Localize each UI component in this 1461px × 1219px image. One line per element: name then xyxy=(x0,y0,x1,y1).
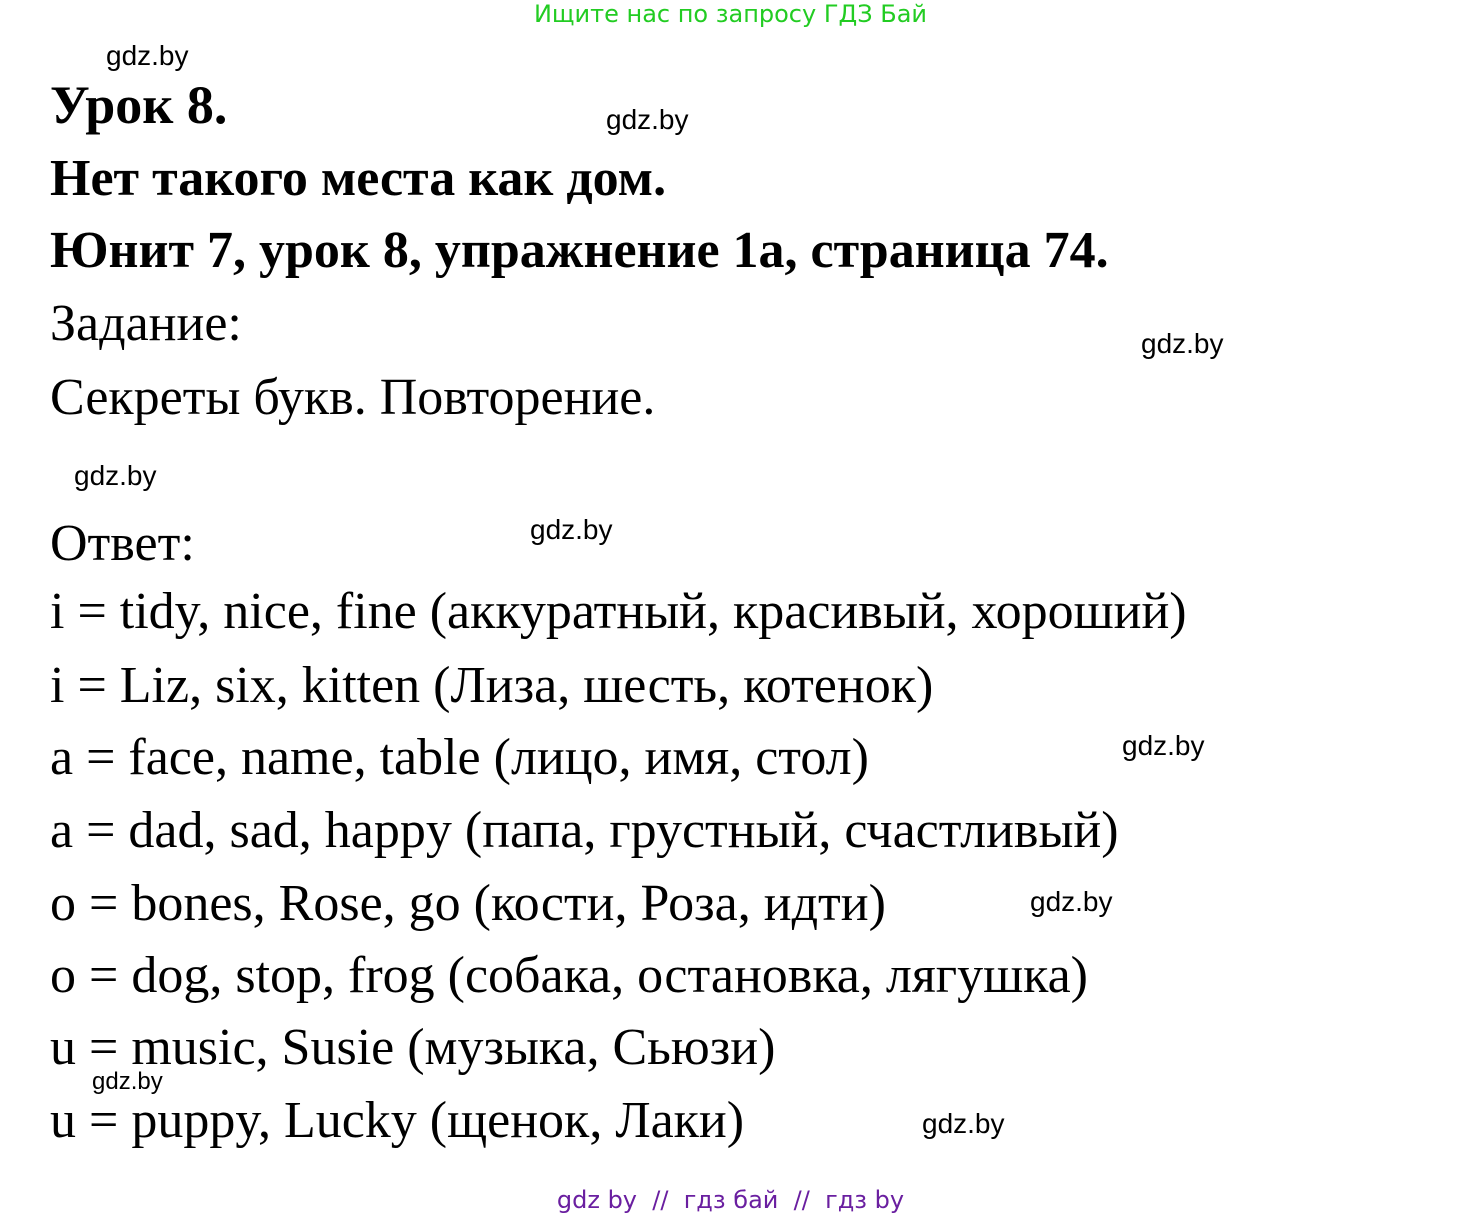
watermark: gdz.by xyxy=(922,1108,1005,1139)
answer-line: i = tidy, nice, fine (аккуратный, красивый, хороший) xyxy=(50,583,1187,640)
footer-links: gdz by // гдз бай // гдз by xyxy=(556,1186,905,1214)
watermark: gdz.by xyxy=(74,460,157,491)
watermark: gdz.by xyxy=(92,1068,163,1095)
answer-line: i = Liz, six, kitten (Лиза, шесть, котенок) xyxy=(50,657,934,714)
answer-line: u = music, Susie (музыка, Сьюзи) xyxy=(50,1019,776,1076)
unit-heading: Юнит 7, урок 8, упражнение 1а, страница 74. xyxy=(50,222,1109,279)
watermark: gdz.by xyxy=(1122,730,1205,761)
top-search-banner: Ищите нас по запросу ГДЗ Бай xyxy=(533,0,928,28)
answer-line: u = puppy, Lucky (щенок, Лаки) xyxy=(50,1092,745,1149)
watermark: gdz.by xyxy=(1141,328,1224,359)
answer-line: o = dog, stop, frog (собака, остановка, лягушка) xyxy=(50,947,1088,1004)
answer-line: a = face, name, table (лицо, имя, стол) xyxy=(50,729,869,786)
lesson-title: Нет такого места как дом. xyxy=(50,150,667,207)
task-label: Задание: xyxy=(50,295,242,352)
watermark: gdz.by xyxy=(1030,886,1113,917)
lesson-heading: Урок 8. xyxy=(50,75,228,135)
answer-line: o = bones, Rose, go (кости, Роза, идти) xyxy=(50,875,886,932)
watermark: gdz.by xyxy=(530,514,613,545)
watermark: gdz.by xyxy=(106,40,189,71)
answer-line: a = dad, sad, happy (папа, грустный, счастливый) xyxy=(50,802,1119,859)
answer-label: Ответ: xyxy=(50,515,195,572)
watermark: gdz.by xyxy=(606,104,689,135)
task-text: Секреты букв. Повторение. xyxy=(50,369,656,426)
